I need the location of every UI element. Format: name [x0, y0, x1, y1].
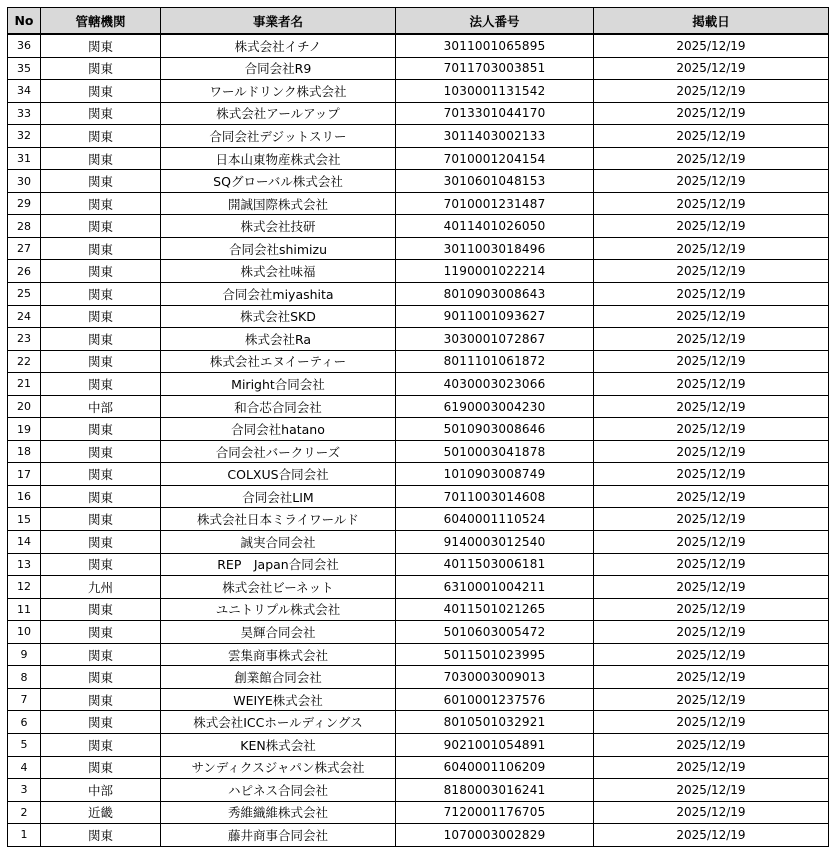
cell-business-name: 合同会社hatano	[161, 418, 396, 441]
cell-business-name: ハピネス合同会社	[161, 779, 396, 802]
cell-published-date: 2025/12/19	[594, 711, 829, 734]
cell-published-date: 2025/12/19	[594, 801, 829, 824]
cell-published-date: 2025/12/19	[594, 373, 829, 396]
cell-published-date: 2025/12/19	[594, 34, 829, 57]
cell-no: 18	[8, 440, 41, 463]
cell-business-name: 株式会社味福	[161, 260, 396, 283]
cell-no: 15	[8, 508, 41, 531]
cell-business-name: WEIYE株式会社	[161, 688, 396, 711]
table-row	[8, 328, 829, 351]
cell-business-name: 合同会社R9	[161, 57, 396, 80]
table-row	[8, 147, 829, 170]
cell-corporate-number: 5010903008646	[396, 418, 594, 441]
cell-jurisdiction: 関東	[41, 34, 161, 57]
table-row	[8, 283, 829, 306]
cell-jurisdiction: 関東	[41, 621, 161, 644]
cell-jurisdiction: 関東	[41, 215, 161, 238]
cell-no: 10	[8, 621, 41, 644]
cell-published-date: 2025/12/19	[594, 531, 829, 554]
table-row	[8, 395, 829, 418]
cell-business-name: REP Japan合同会社	[161, 553, 396, 576]
cell-no: 16	[8, 485, 41, 508]
cell-published-date: 2025/12/19	[594, 576, 829, 599]
cell-business-name: ユニトリプル株式会社	[161, 598, 396, 621]
header-business-name: 事業者名	[161, 8, 396, 35]
cell-no: 31	[8, 147, 41, 170]
table-row	[8, 824, 829, 847]
cell-no: 5	[8, 733, 41, 756]
cell-no: 3	[8, 779, 41, 802]
cell-jurisdiction: 関東	[41, 102, 161, 125]
cell-published-date: 2025/12/19	[594, 192, 829, 215]
cell-business-name: Miright合同会社	[161, 373, 396, 396]
table-row	[8, 57, 829, 80]
cell-published-date: 2025/12/19	[594, 125, 829, 148]
cell-business-name: SQグローバル株式会社	[161, 170, 396, 193]
cell-corporate-number: 3011003018496	[396, 237, 594, 260]
cell-no: 11	[8, 598, 41, 621]
cell-business-name: 昊輝合同会社	[161, 621, 396, 644]
cell-no: 33	[8, 102, 41, 125]
cell-no: 17	[8, 463, 41, 486]
cell-published-date: 2025/12/19	[594, 621, 829, 644]
cell-published-date: 2025/12/19	[594, 508, 829, 531]
cell-corporate-number: 7013301044170	[396, 102, 594, 125]
cell-jurisdiction: 関東	[41, 598, 161, 621]
table-row	[8, 440, 829, 463]
cell-business-name: 誠実合同会社	[161, 531, 396, 554]
table-row	[8, 508, 829, 531]
cell-corporate-number: 3010601048153	[396, 170, 594, 193]
cell-business-name: 日本山東物産株式会社	[161, 147, 396, 170]
table-row	[8, 102, 829, 125]
cell-published-date: 2025/12/19	[594, 440, 829, 463]
header-jurisdiction: 管轄機関	[41, 8, 161, 35]
cell-jurisdiction: 関東	[41, 553, 161, 576]
cell-published-date: 2025/12/19	[594, 643, 829, 666]
cell-published-date: 2025/12/19	[594, 305, 829, 328]
table-row	[8, 418, 829, 441]
cell-business-name: サンディクスジャパン株式会社	[161, 756, 396, 779]
cell-corporate-number: 9011001093627	[396, 305, 594, 328]
cell-no: 35	[8, 57, 41, 80]
cell-corporate-number: 5011501023995	[396, 643, 594, 666]
cell-jurisdiction: 関東	[41, 57, 161, 80]
cell-no: 29	[8, 192, 41, 215]
cell-published-date: 2025/12/19	[594, 80, 829, 103]
cell-no: 19	[8, 418, 41, 441]
cell-corporate-number: 6010001237576	[396, 688, 594, 711]
cell-corporate-number: 5010003041878	[396, 440, 594, 463]
cell-jurisdiction: 関東	[41, 643, 161, 666]
cell-corporate-number: 7010001231487	[396, 192, 594, 215]
table-row	[8, 553, 829, 576]
cell-no: 34	[8, 80, 41, 103]
cell-business-name: 株式会社アールアップ	[161, 102, 396, 125]
cell-no: 12	[8, 576, 41, 599]
cell-corporate-number: 8180003016241	[396, 779, 594, 802]
table-row	[8, 531, 829, 554]
cell-corporate-number: 4030003023066	[396, 373, 594, 396]
cell-business-name: 株式会社SKD	[161, 305, 396, 328]
cell-published-date: 2025/12/19	[594, 328, 829, 351]
cell-corporate-number: 4011503006181	[396, 553, 594, 576]
cell-business-name: 合同会社LIM	[161, 485, 396, 508]
table-row	[8, 80, 829, 103]
cell-published-date: 2025/12/19	[594, 170, 829, 193]
cell-corporate-number: 8010903008643	[396, 283, 594, 306]
cell-no: 27	[8, 237, 41, 260]
header-no: No	[8, 8, 41, 35]
table-row	[8, 643, 829, 666]
table-row	[8, 125, 829, 148]
cell-corporate-number: 4011401026050	[396, 215, 594, 238]
cell-jurisdiction: 関東	[41, 80, 161, 103]
cell-published-date: 2025/12/19	[594, 102, 829, 125]
cell-no: 32	[8, 125, 41, 148]
cell-business-name: KEN株式会社	[161, 733, 396, 756]
cell-corporate-number: 9021001054891	[396, 733, 594, 756]
cell-no: 30	[8, 170, 41, 193]
cell-jurisdiction: 中部	[41, 395, 161, 418]
cell-published-date: 2025/12/19	[594, 215, 829, 238]
table-row	[8, 192, 829, 215]
cell-no: 26	[8, 260, 41, 283]
cell-no: 28	[8, 215, 41, 238]
cell-no: 20	[8, 395, 41, 418]
cell-no: 21	[8, 373, 41, 396]
cell-corporate-number: 1010903008749	[396, 463, 594, 486]
cell-published-date: 2025/12/19	[594, 598, 829, 621]
cell-jurisdiction: 関東	[41, 756, 161, 779]
cell-no: 6	[8, 711, 41, 734]
business-list-document	[7, 7, 829, 847]
table-row	[8, 463, 829, 486]
table-row	[8, 598, 829, 621]
cell-jurisdiction: 関東	[41, 485, 161, 508]
cell-corporate-number: 7120001176705	[396, 801, 594, 824]
cell-jurisdiction: 関東	[41, 147, 161, 170]
cell-jurisdiction: 関東	[41, 373, 161, 396]
table-row	[8, 801, 829, 824]
cell-jurisdiction: 関東	[41, 733, 161, 756]
cell-business-name: 株式会社ICCホールディングス	[161, 711, 396, 734]
cell-jurisdiction: 関東	[41, 666, 161, 689]
cell-no: 14	[8, 531, 41, 554]
cell-corporate-number: 7011003014608	[396, 485, 594, 508]
table-row	[8, 305, 829, 328]
cell-business-name: 株式会社イチノ	[161, 34, 396, 57]
cell-published-date: 2025/12/19	[594, 779, 829, 802]
cell-jurisdiction: 関東	[41, 824, 161, 847]
cell-corporate-number: 8011101061872	[396, 350, 594, 373]
cell-business-name: 合同会社shimizu	[161, 237, 396, 260]
cell-published-date: 2025/12/19	[594, 824, 829, 847]
cell-published-date: 2025/12/19	[594, 237, 829, 260]
cell-business-name: 秀維織維株式会社	[161, 801, 396, 824]
table-row	[8, 350, 829, 373]
table-row	[8, 711, 829, 734]
cell-corporate-number: 9140003012540	[396, 531, 594, 554]
cell-jurisdiction: 関東	[41, 305, 161, 328]
cell-no: 24	[8, 305, 41, 328]
cell-jurisdiction: 関東	[41, 508, 161, 531]
cell-published-date: 2025/12/19	[594, 688, 829, 711]
table-row	[8, 485, 829, 508]
cell-no: 1	[8, 824, 41, 847]
cell-jurisdiction: 関東	[41, 237, 161, 260]
header-corporate-number: 法人番号	[396, 8, 594, 35]
table-row	[8, 170, 829, 193]
cell-corporate-number: 6310001004211	[396, 576, 594, 599]
cell-business-name: 株式会社Ra	[161, 328, 396, 351]
table-body	[8, 34, 829, 846]
cell-jurisdiction: 関東	[41, 440, 161, 463]
cell-business-name: 開誠国際株式会社	[161, 192, 396, 215]
cell-corporate-number: 6190003004230	[396, 395, 594, 418]
cell-corporate-number: 7011703003851	[396, 57, 594, 80]
cell-business-name: 創業館合同会社	[161, 666, 396, 689]
cell-published-date: 2025/12/19	[594, 756, 829, 779]
table-row	[8, 756, 829, 779]
cell-no: 25	[8, 283, 41, 306]
cell-no: 22	[8, 350, 41, 373]
cell-jurisdiction: 近畿	[41, 801, 161, 824]
cell-published-date: 2025/12/19	[594, 57, 829, 80]
cell-corporate-number: 7030003009013	[396, 666, 594, 689]
cell-jurisdiction: 関東	[41, 418, 161, 441]
cell-published-date: 2025/12/19	[594, 395, 829, 418]
cell-jurisdiction: 中部	[41, 779, 161, 802]
cell-business-name: 株式会社技研	[161, 215, 396, 238]
cell-business-name: 合同会社デジットスリー	[161, 125, 396, 148]
cell-jurisdiction: 関東	[41, 531, 161, 554]
cell-no: 23	[8, 328, 41, 351]
cell-published-date: 2025/12/19	[594, 463, 829, 486]
cell-published-date: 2025/12/19	[594, 733, 829, 756]
cell-published-date: 2025/12/19	[594, 666, 829, 689]
cell-corporate-number: 3011403002133	[396, 125, 594, 148]
table-row	[8, 215, 829, 238]
cell-jurisdiction: 関東	[41, 350, 161, 373]
cell-no: 13	[8, 553, 41, 576]
cell-published-date: 2025/12/19	[594, 283, 829, 306]
cell-corporate-number: 1030001131542	[396, 80, 594, 103]
cell-business-name: 雲集商事株式会社	[161, 643, 396, 666]
cell-business-name: 藤井商事合同会社	[161, 824, 396, 847]
table-row	[8, 621, 829, 644]
cell-jurisdiction: 関東	[41, 192, 161, 215]
cell-jurisdiction: 関東	[41, 125, 161, 148]
cell-business-name: ワールドリンク株式会社	[161, 80, 396, 103]
cell-jurisdiction: 関東	[41, 260, 161, 283]
cell-jurisdiction: 関東	[41, 328, 161, 351]
cell-corporate-number: 3030001072867	[396, 328, 594, 351]
cell-no: 2	[8, 801, 41, 824]
cell-business-name: 株式会社エヌイーティー	[161, 350, 396, 373]
table-row	[8, 373, 829, 396]
table-row	[8, 260, 829, 283]
cell-no: 7	[8, 688, 41, 711]
table-row	[8, 733, 829, 756]
cell-no: 9	[8, 643, 41, 666]
business-table	[7, 7, 829, 847]
cell-corporate-number: 1190001022214	[396, 260, 594, 283]
table-row	[8, 666, 829, 689]
cell-jurisdiction: 関東	[41, 711, 161, 734]
cell-corporate-number: 8010501032921	[396, 711, 594, 734]
cell-business-name: 株式会社ビーネット	[161, 576, 396, 599]
cell-jurisdiction: 関東	[41, 283, 161, 306]
cell-corporate-number: 7010001204154	[396, 147, 594, 170]
cell-corporate-number: 3011001065895	[396, 34, 594, 57]
cell-published-date: 2025/12/19	[594, 418, 829, 441]
cell-no: 36	[8, 34, 41, 57]
cell-jurisdiction: 九州	[41, 576, 161, 599]
cell-business-name: 合同会社バークリーズ	[161, 440, 396, 463]
table-row	[8, 576, 829, 599]
cell-published-date: 2025/12/19	[594, 485, 829, 508]
cell-published-date: 2025/12/19	[594, 553, 829, 576]
cell-jurisdiction: 関東	[41, 463, 161, 486]
cell-business-name: 株式会社日本ミライワールド	[161, 508, 396, 531]
cell-business-name: COLXUS合同会社	[161, 463, 396, 486]
header-published-date: 掲載日	[594, 8, 829, 35]
cell-published-date: 2025/12/19	[594, 147, 829, 170]
table-row	[8, 237, 829, 260]
cell-business-name: 和合芯合同会社	[161, 395, 396, 418]
cell-published-date: 2025/12/19	[594, 260, 829, 283]
cell-jurisdiction: 関東	[41, 170, 161, 193]
table-header-row	[8, 8, 829, 35]
cell-business-name: 合同会社miyashita	[161, 283, 396, 306]
cell-jurisdiction: 関東	[41, 688, 161, 711]
cell-no: 8	[8, 666, 41, 689]
cell-corporate-number: 6040001110524	[396, 508, 594, 531]
table-row	[8, 688, 829, 711]
cell-no: 4	[8, 756, 41, 779]
cell-corporate-number: 5010603005472	[396, 621, 594, 644]
cell-corporate-number: 4011501021265	[396, 598, 594, 621]
table-row	[8, 779, 829, 802]
table-row	[8, 34, 829, 57]
cell-published-date: 2025/12/19	[594, 350, 829, 373]
cell-corporate-number: 1070003002829	[396, 824, 594, 847]
cell-corporate-number: 6040001106209	[396, 756, 594, 779]
